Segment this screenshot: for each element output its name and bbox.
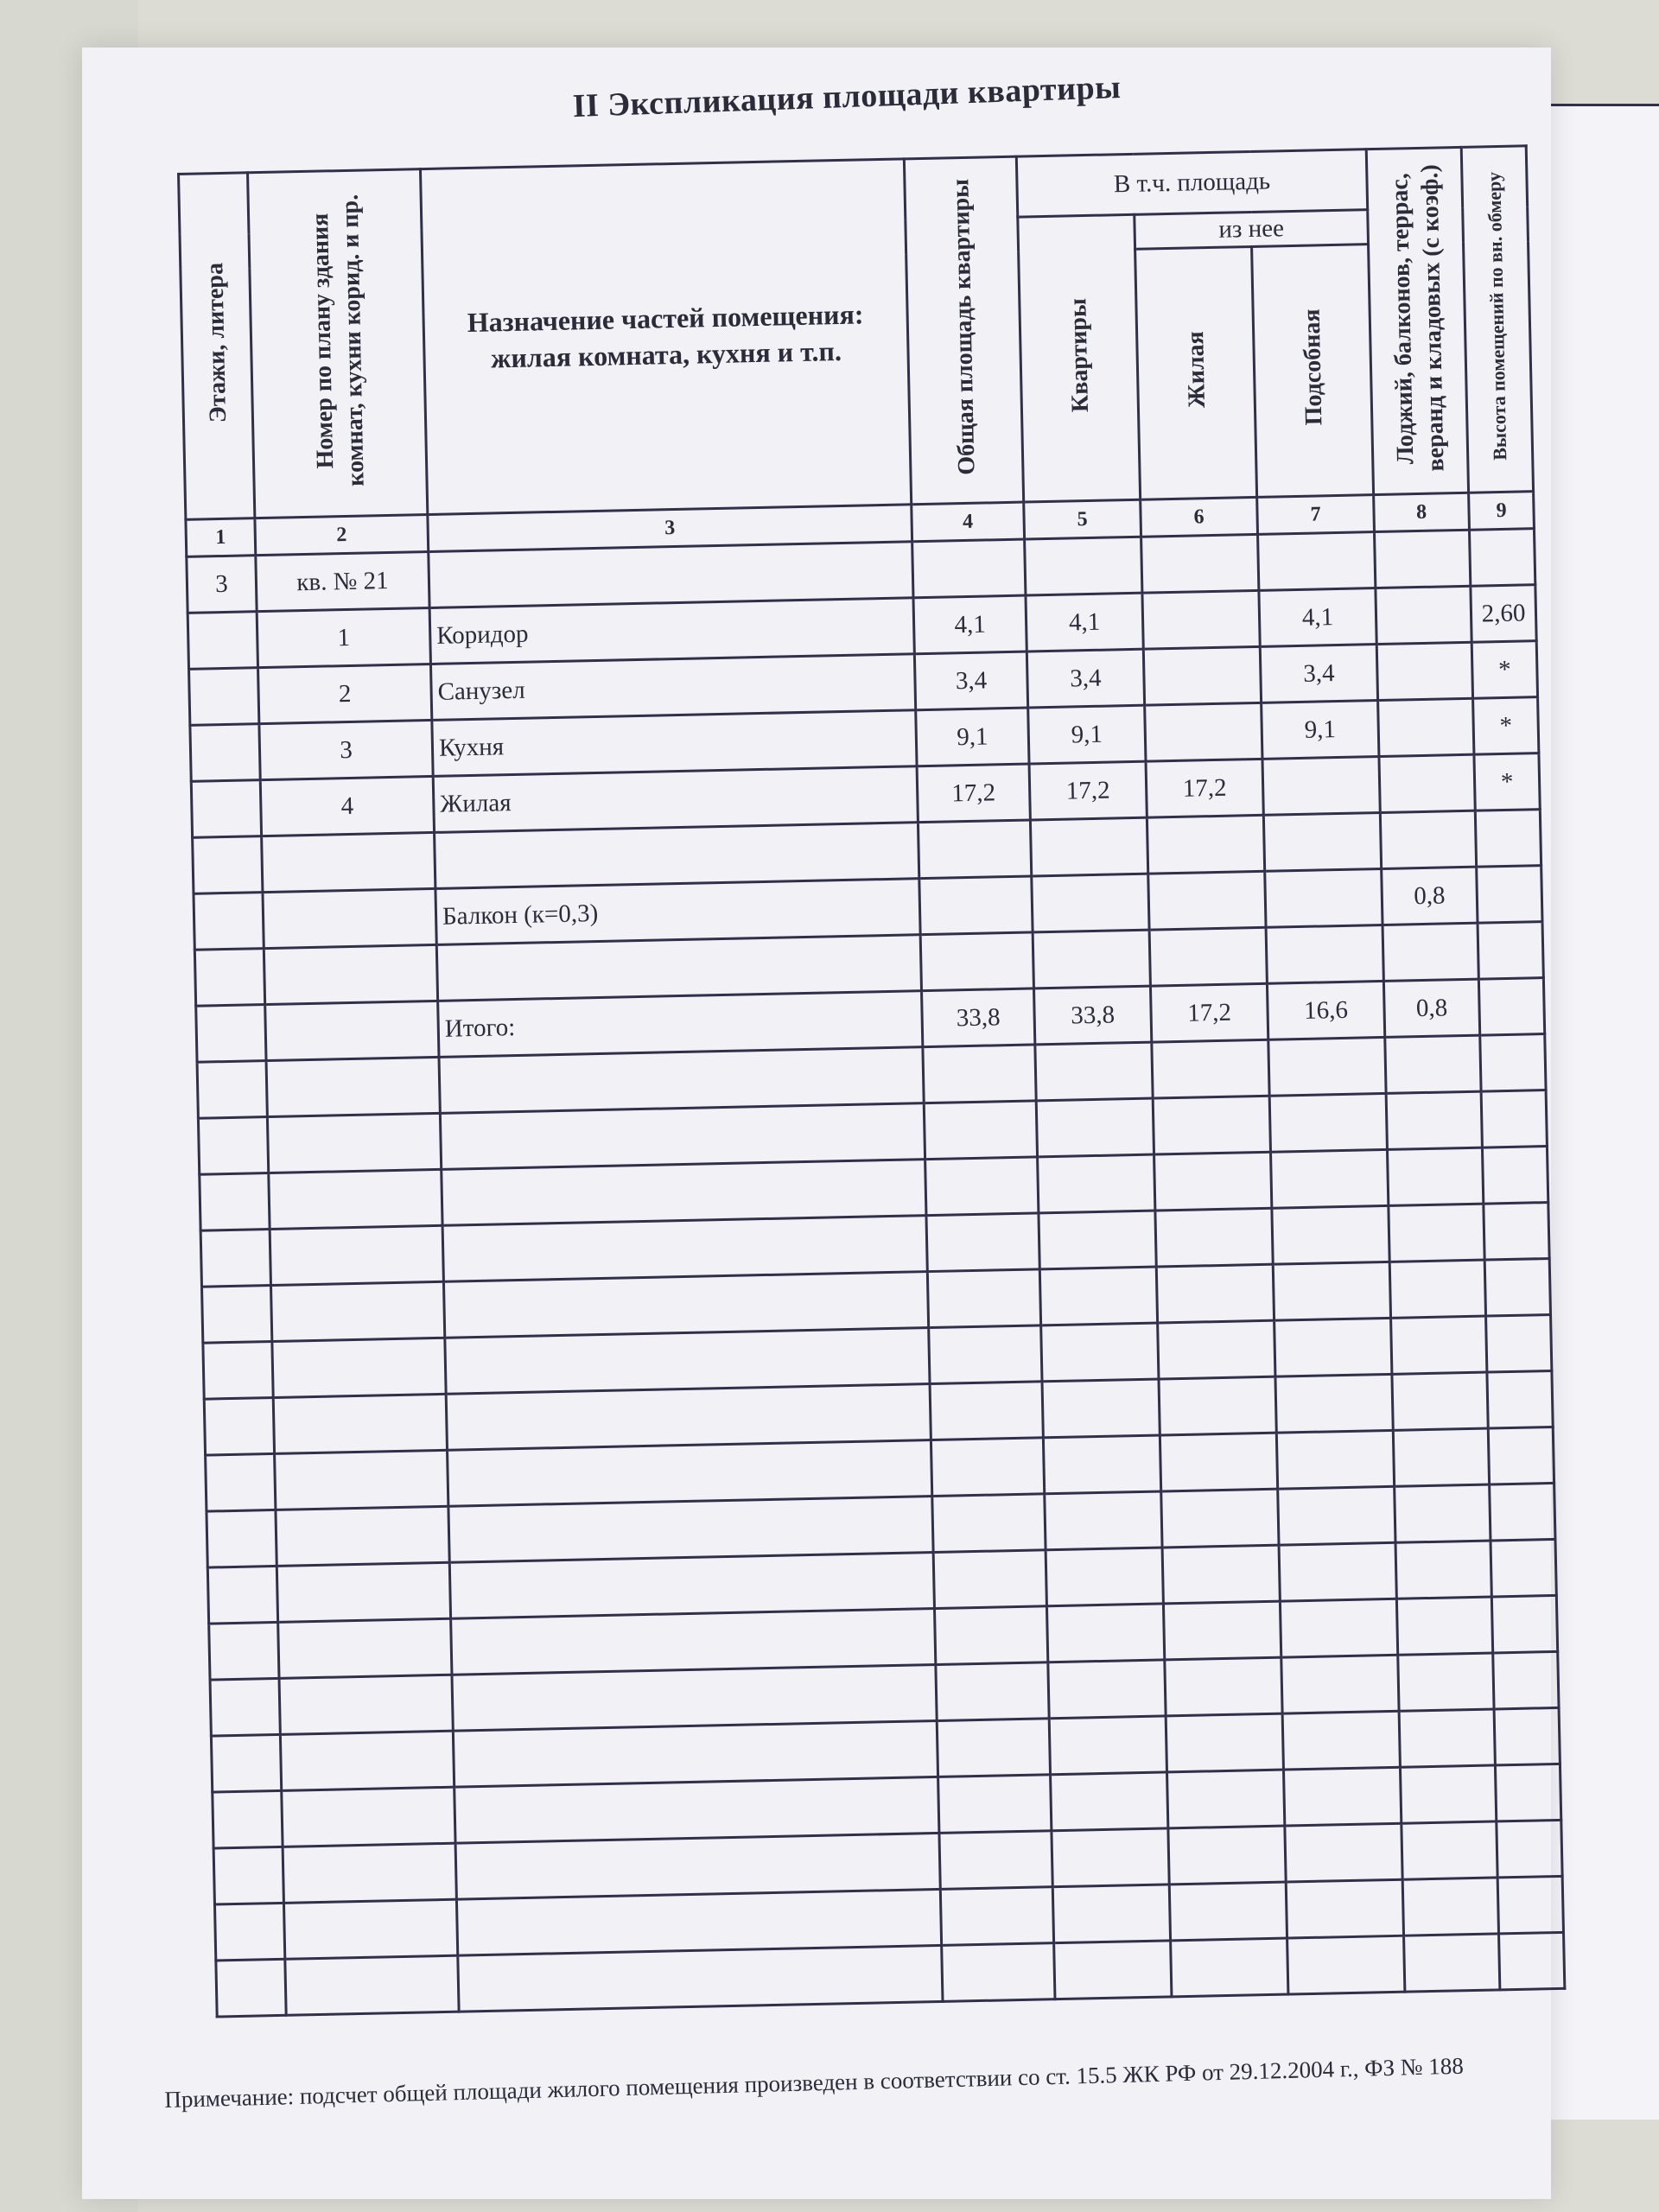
header-total-area: Общая площадь квартиры [904,156,1023,505]
footnote: Примечание: подсчет общей площади жилого помещения произведен в соответствии со ст. 15.5 ЖК РФ от 29.12.2004 г., ФЗ № 188 [164,2052,1465,2113]
header-apartment: Квартиры [1018,214,1141,502]
table-row: 2 Санузел 3,4 3,4 3,4 * [189,641,1538,726]
table-row: 1 Коридор 4,1 4,1 4,1 2,60 [188,585,1536,670]
explication-table [177,144,1566,2018]
totals-row: Итого: 33,8 33,8 17,2 16,6 0,8 [196,978,1545,1063]
totals-label: Итого: [438,991,923,1058]
empty-rows [197,1034,1565,2017]
header-auxiliary: Подсобная [1252,245,1374,498]
table-row: 3 кв. № 21 [187,529,1535,613]
header-height: Высота помещений по вн. обмеру [1461,146,1533,493]
header-room-number: Номер по плану здания комнат, кухни корид. и пр. [248,169,428,518]
header-balconies: Лоджий, балконов, террас, веранд и кладовых (с коэф.) [1366,147,1468,494]
column-number-row: 1 2 3 4 5 6 7 8 9 [186,492,1535,557]
table-row: 4 Жилая 17,2 17,2 17,2 * [191,753,1540,838]
header-purpose: Назначение частей помещения: жилая комната, кухня и т.п. [420,159,911,515]
header-subgroup: из нее [1135,210,1369,250]
table-row: 3 Кухня 9,1 9,1 9,1 * [190,697,1539,782]
table-row: Балкон (к=0,3) 0,8 [194,866,1542,950]
header-living: Жилая [1135,246,1257,499]
header-group-area: В т.ч. площадь [1016,149,1367,217]
document-title: II Экспликация площади квартиры [572,68,1122,125]
header-floor: Этажи, литера [179,173,255,520]
